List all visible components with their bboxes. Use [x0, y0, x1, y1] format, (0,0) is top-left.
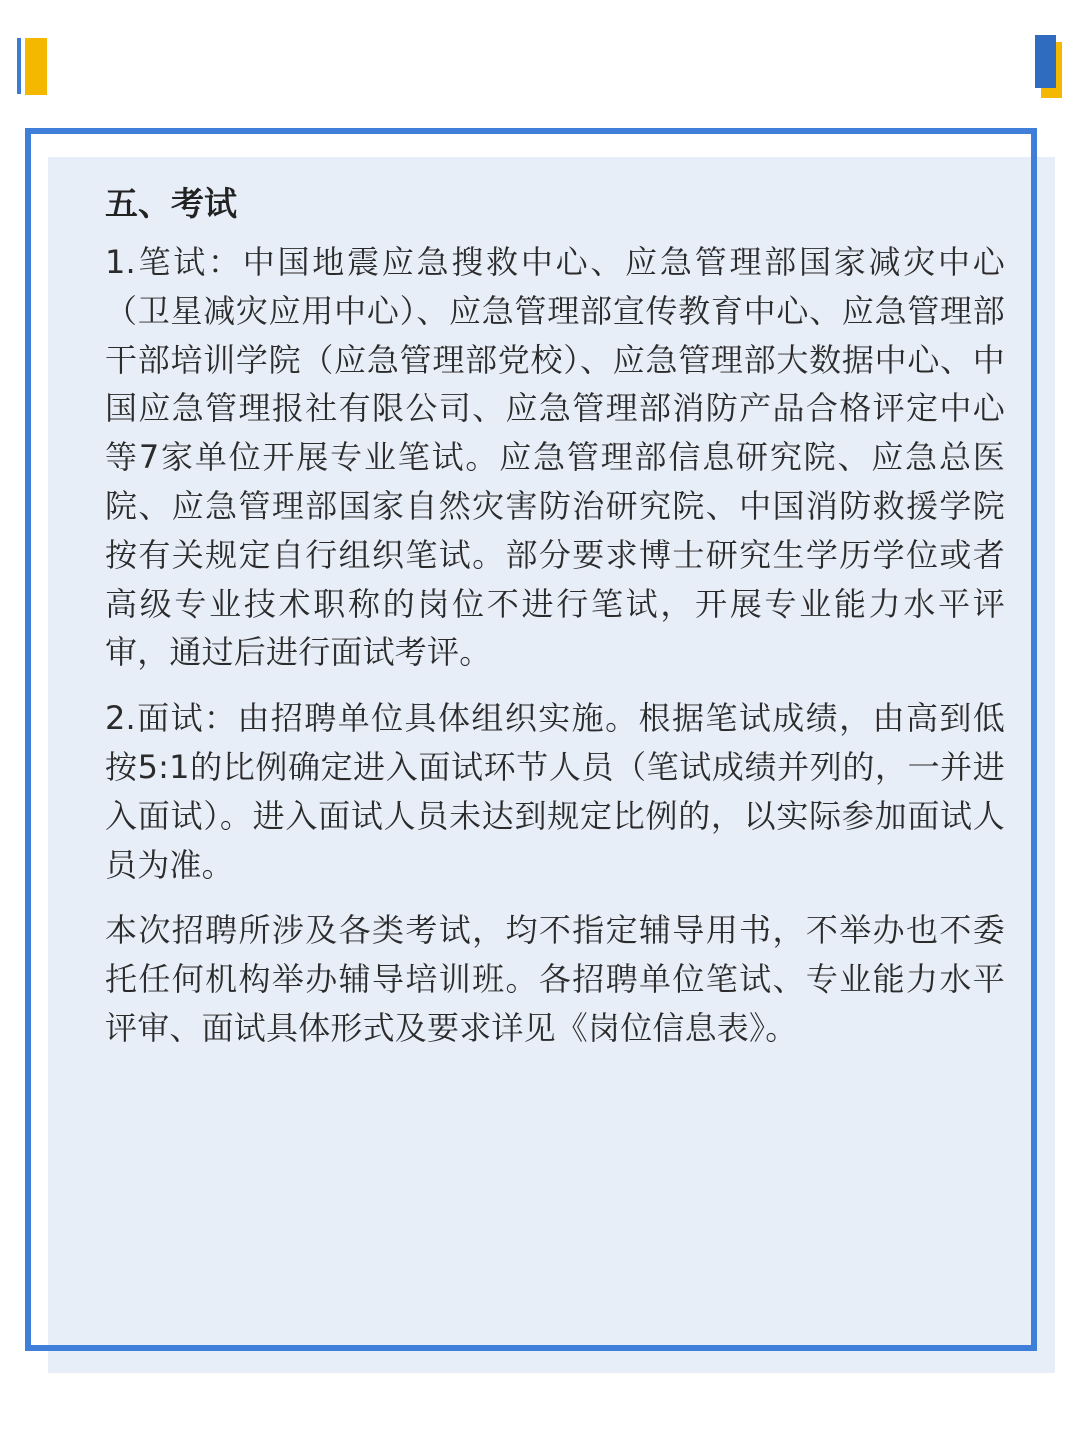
decorative-bar-left-yellow: [25, 38, 47, 95]
paragraph-interview: 2.面试：由招聘单位具体组织实施。根据笔试成绩，由高到低按5:1的比例确定进入面试环节人员（笔试成绩并列的，一并进入面试）。进入面试人员未达到规定比例的，以实际参加面试人员为准。: [105, 699, 1005, 884]
section-content: [105, 176, 1005, 1070]
decorative-bar-right-blue: [1035, 35, 1056, 88]
paragraph-notice: 本次招聘所涉及各类考试，均不指定辅导用书，不举办也不委托任何机构举办辅导培训班。各招聘单位笔试、专业能力水平评审、面试具体形式及要求详见《岗位信息表》。: [105, 911, 1005, 1047]
paragraph-written-exam: 1.笔试：中国地震应急搜救中心、应急管理部国家减灾中心（卫星减灾应用中心）、应急管理部宣传教育中心、应急管理部干部培训学院（应急管理部党校）、应急管理部大数据中心、中国应急管理报社有限公司、应急管理部消防产品合格评定中心等7家单位开展专业笔试。应急管理部信息研究院、应急总医院、应急管理部国家自然灾害防治研究院、中国消防救援学院按有关规定自行组织笔试。部分要求博士研究生学历学位或者高级专业技术职称的岗位不进行笔试，开展专业能力水平评审，通过后进行面试考评。: [105, 243, 1005, 672]
section-heading: 五、考试: [105, 184, 237, 223]
decorative-bar-left-blue: [17, 38, 21, 94]
